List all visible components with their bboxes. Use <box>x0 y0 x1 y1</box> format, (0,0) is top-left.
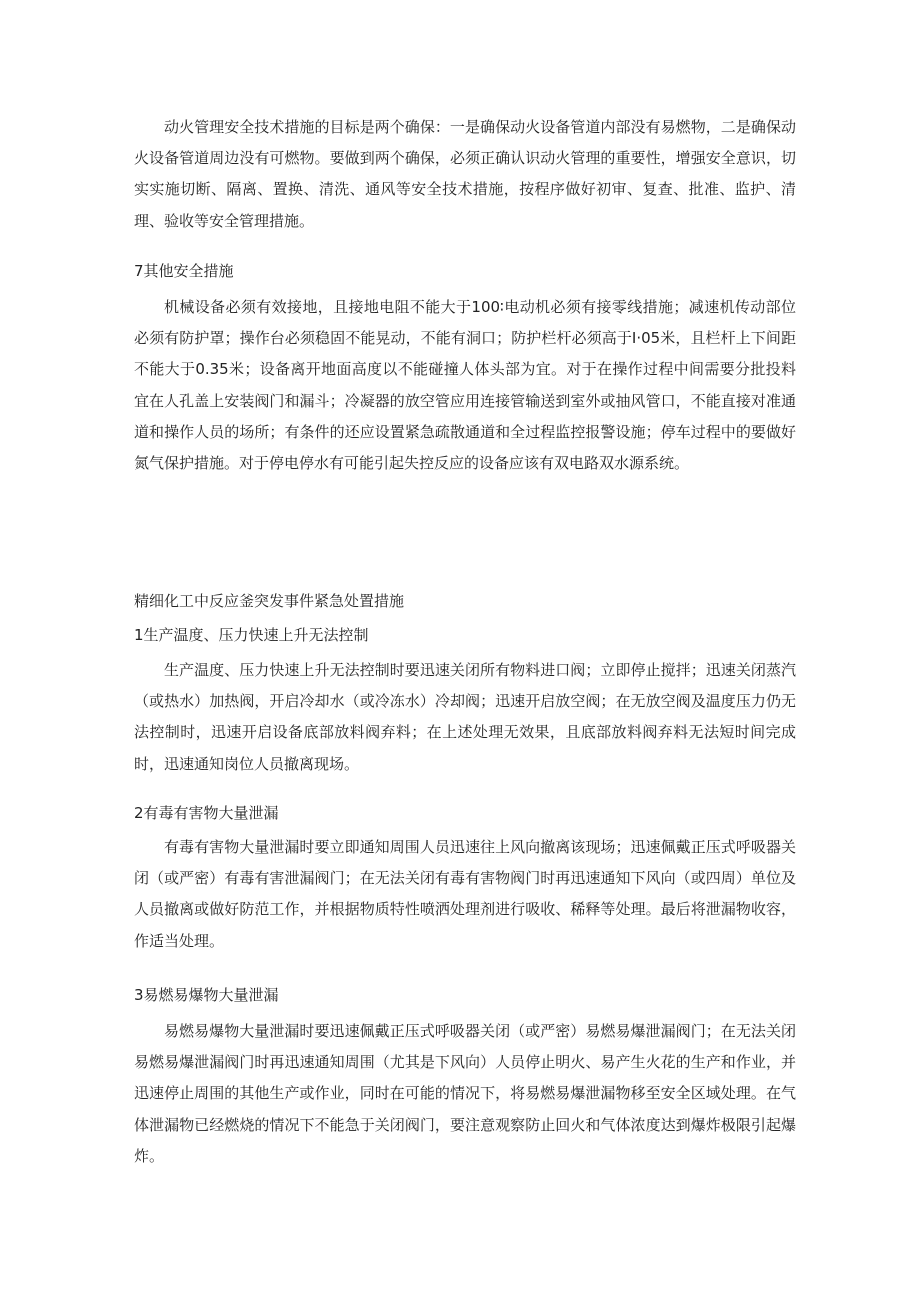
heading-emergency-measures: 精细化工中反应釜突发事件紧急处置措施 <box>134 592 405 610</box>
heading-temperature-pressure: 1生产温度、压力快速上升无法控制 <box>134 626 369 644</box>
paragraph-temperature-pressure: 生产温度、压力快速上升无法控制时要迅速关闭所有物料进口阀；立即停止搅拌；迅速关闭蒸汽（或热水）加热阀，开启冷却水（或冷冻水）冷却阀；迅速开启放空阀；在无放空阀及温度压力仍无法控制时，迅速开启设备底部放料阀弃料；在上述处理无效果，且底部放料阀弃料无法短时间完成时，迅速通知岗位人员撤离现场。 <box>134 661 796 773</box>
heading-toxic-leak: 2有毒有害物大量泄漏 <box>134 804 279 822</box>
paragraph-toxic-leak: 有毒有害物大量泄漏时要立即通知周围人员迅速往上风向撤离该现场；迅速佩戴正压式呼吸器关闭（或严密）有毒有害泄漏阀门；在无法关闭有毒有害物阀门时再迅速通知下风向（或四周）单位及人员撤离或做好防范工作，并根据物质特性喷洒处理剂进行吸收、稀释等处理。最后将泄漏物收容，作适当处理。 <box>134 838 796 950</box>
paragraph-flammable-leak: 易燃易爆物大量泄漏时要迅速佩戴正压式呼吸器关闭（或严密）易燃易爆泄漏阀门；在无法关闭易燃易爆泄漏阀门时再迅速通知周围（尤其是下风向）人员停止明火、易产生火花的生产和作业，并迅速停止周围的其他生产或作业，同时在可能的情况下，将易燃易爆泄漏物移至安全区域处理。在气体泄漏物已经燃烧的情况下不能急于关闭阀门，要注意观察防止回火和气体浓度达到爆炸极限引起爆炸。 <box>134 1022 796 1165</box>
paragraph-hot-work-measures: 动火管理安全技术措施的目标是两个确保：一是确保动火设备管道内部没有易燃物，二是确保动火设备管道周边没有可燃物。要做到两个确保，必须正确认识动火管理的重要性，增强安全意识，切实实施切断、隔离、置换、清洗、通风等安全技术措施，按程序做好初审、复查、批准、监护、清理、验收等安全管理措施。 <box>134 118 796 230</box>
heading-other-safety-measures: 7其他安全措施 <box>134 262 234 280</box>
heading-flammable-leak: 3易燃易爆物大量泄漏 <box>134 986 279 1004</box>
paragraph-other-safety-measures: 机械设备必须有效接地，且接地电阻不能大于100∶电动机必须有接零线措施；减速机传动部位必须有防护罩；操作台必须稳固不能晃动，不能有洞口；防护栏杆必须高于I·05米，且栏杆上下间距不能大于0.35米；设备离开地面高度以不能碰撞人体头部为宜。对于在操作过程中间需要分批投料宜在人孔盖上安装阀门和漏斗；冷凝器的放空管应用连接管输送到室外或抽风管口，不能直接对准通道和操作人员的场所；有条件的还应设置紧急疏散通道和全过程监控报警设施；停车过程中的要做好氮气保护措施。对于停电停水有可能引起失控反应的设备应该有双电路双水源系统。 <box>134 298 796 473</box>
